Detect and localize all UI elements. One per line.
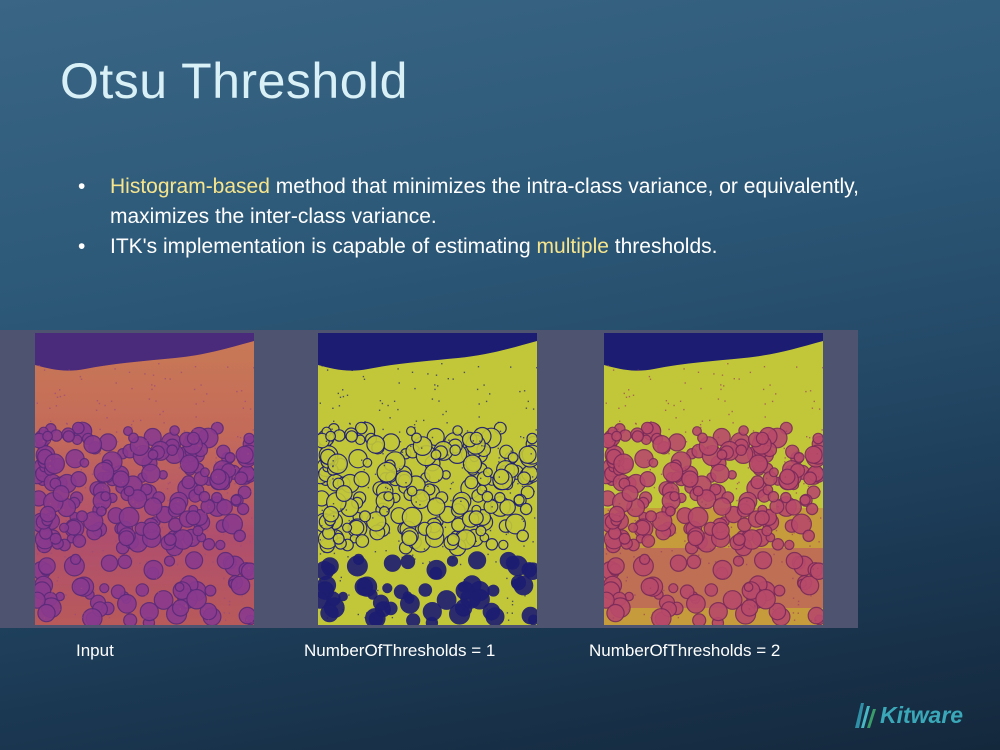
- bullet-item: [78, 172, 938, 232]
- highlight-text: Histogram-based: [110, 175, 270, 198]
- slide-title: Otsu Threshold: [60, 53, 408, 109]
- bullet-text: thresholds.: [608, 235, 718, 258]
- threshold-1-image: [318, 333, 537, 625]
- bullet-text: method that minimizes the intra-class variance, or equivalently, maximizes the inter-class variance.: [110, 175, 859, 228]
- threshold-1-caption: NumberOfThresholds = 1: [304, 641, 496, 660]
- highlight-text: multiple: [536, 235, 609, 258]
- figure-panel: [0, 330, 858, 628]
- bullet-list: [78, 172, 938, 262]
- input-image: [35, 333, 254, 625]
- kitware-logo-icon: [852, 700, 878, 730]
- kitware-logo-text: Kitware: [880, 701, 964, 728]
- bullet-item: [78, 232, 938, 262]
- bullet-text: ITK's implementation is capable of estimating: [110, 235, 537, 258]
- kitware-logo: [852, 700, 963, 730]
- threshold-2-caption: NumberOfThresholds = 2: [589, 641, 781, 660]
- input-caption: Input: [76, 641, 114, 660]
- threshold-2-image: [604, 333, 823, 625]
